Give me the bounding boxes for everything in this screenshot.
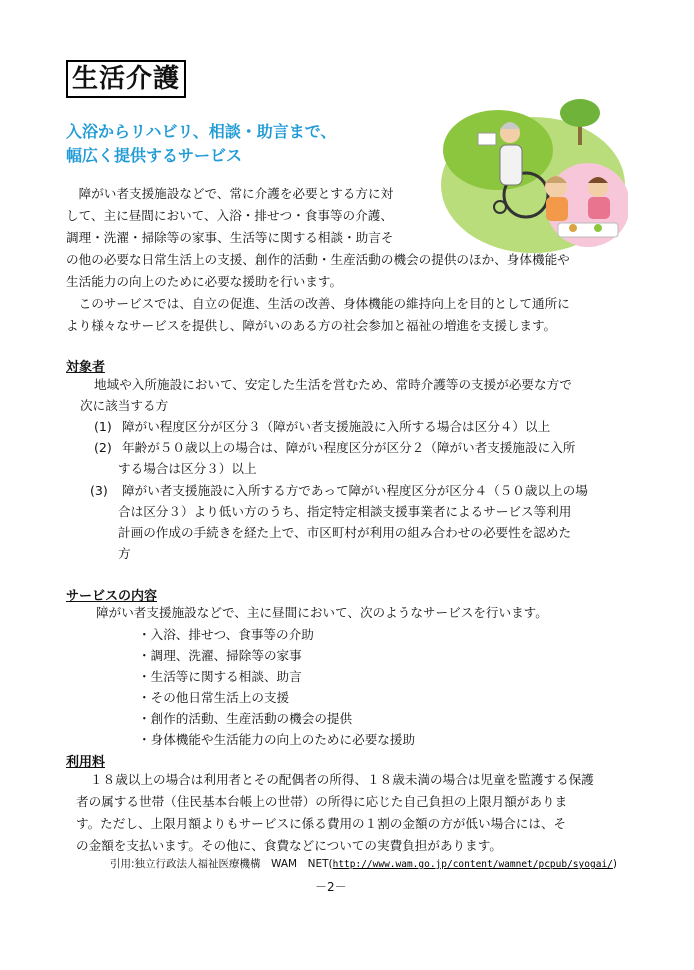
- list-item-line: 障がい者支援施設に入所する方であって障がい程度区分が区分４（５０歳以上の場: [122, 483, 588, 498]
- list-number: (1): [94, 419, 112, 434]
- care-illustration: [438, 95, 628, 255]
- bullet-item: ・調理、洗濯、掃除等の家事: [138, 648, 302, 663]
- subtitle: [66, 120, 396, 168]
- intro-line: より様々なサービスを提供し、障がいのある方の社会参加と福祉の増進を支援します。: [66, 318, 557, 333]
- list-number: (2): [94, 440, 112, 455]
- service-heading: サービスの内容: [66, 589, 158, 604]
- citation-suffix: ): [612, 858, 617, 870]
- intro-line: このサービスでは、自立の促進、生活の改善、身体機能の維持向上を目的として通所に: [66, 296, 570, 311]
- page-title: 生活介護: [66, 60, 186, 98]
- fee-line: １８歳以上の場合は利用者とその配偶者の所得、１８歳未満の場合は児童を監護する保護: [90, 772, 594, 787]
- list-number: (3): [90, 483, 108, 498]
- intro-line: 調理・洗濯・掃除等の家事、生活等に関する相談・助言そ: [66, 230, 394, 245]
- subtitle-line: 入浴からリハビリ、相談・助言まで、: [66, 122, 337, 141]
- bullet-item: ・生活等に関する相談、助言: [138, 669, 302, 684]
- intro-line: して、主に昼間において、入浴・排せつ・食事等の介護、: [66, 208, 393, 223]
- target-lead-line: 次に該当する方: [80, 398, 169, 413]
- citation: [110, 856, 617, 871]
- fee-line: 者の属する世帯（住民基本台帳上の世帯）の所得に応じた自己負担の上限月額がありま: [76, 794, 568, 809]
- list-item-line: 合は区分３）より低い方のうち、指定特定相談支援事業者によるサービス等利用: [118, 504, 572, 519]
- intro-line: の他の必要な日常生活上の支援、創作的活動・生産活動の機会の提供のほか、身体機能や: [66, 252, 570, 267]
- fee-line: す。ただし、上限月額よりもサービスに係る費用の１割の金額の方が低い場合には、そ: [76, 816, 567, 831]
- list-item-line: 年齢が５０歳以上の場合は、障がい程度区分が区分２（障がい者支援施設に入所: [122, 440, 576, 455]
- service-lead: 障がい者支援施設などで、主に昼間において、次のようなサービスを行います。: [96, 605, 548, 620]
- fee-heading: 利用料: [66, 755, 106, 770]
- list-item-line: 方: [118, 546, 131, 561]
- citation-link[interactable]: http://www.wam.go.jp/content/wamnet/pcpub/syogai/: [332, 859, 613, 870]
- bullet-item: ・身体機能や生活能力の向上のために必要な援助: [138, 732, 416, 747]
- intro-line: 生活能力の向上のために必要な援助を行います。: [66, 274, 343, 289]
- target-heading: 対象者: [66, 360, 106, 375]
- list-item-line: 障がい程度区分が区分３（障がい者支援施設に入所する場合は区分４）以上: [122, 419, 551, 434]
- bullet-item: ・その他日常生活上の支援: [138, 690, 290, 705]
- intro-line: 障がい者支援施設などで、常に介護を必要とする方に対: [66, 186, 394, 201]
- bullet-item: ・入浴、排せつ、食事等の介助: [138, 627, 314, 642]
- target-lead-line: 地域や入所施設において、安定した生活を営むため、常時介護等の支援が必要な方で: [94, 377, 572, 392]
- list-item-line: 計画の作成の手続きを経た上で、市区町村が利用の組み合わせの必要性を認めた: [118, 525, 572, 540]
- page-number: －2－: [315, 880, 347, 894]
- list-item-line: する場合は区分３）以上: [118, 461, 257, 476]
- citation-prefix: 引用:独立行政法人福祉医療機構 WAM NET(: [110, 858, 333, 870]
- bullet-item: ・創作的活動、生産活動の機会の提供: [138, 711, 353, 726]
- fee-line: の金額を支払います。その他に、食費などについての実費負担があります。: [76, 838, 502, 853]
- subtitle-line: 幅広く提供するサービス: [66, 146, 243, 165]
